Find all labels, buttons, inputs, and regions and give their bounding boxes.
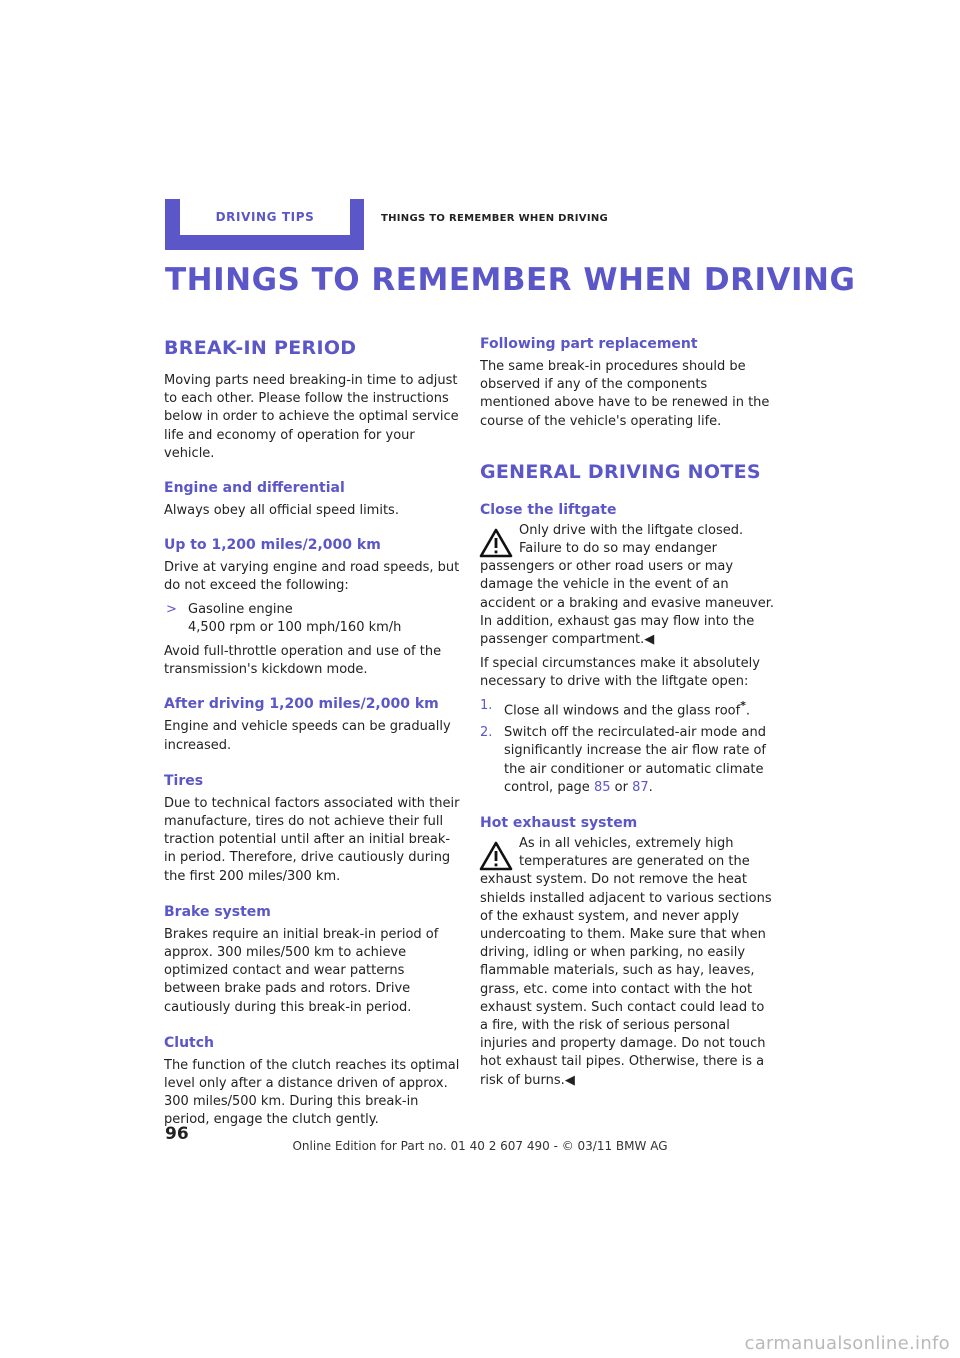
after-heading: After driving 1,200 miles/2,000 km [164, 696, 439, 713]
bullet-line-2: 4,500 rpm or 100 mph/160 km/h [188, 619, 402, 635]
step-number: 1. [480, 697, 493, 713]
optional-equipment-star: * [740, 698, 746, 712]
end-marker: ◀ [564, 1072, 575, 1088]
upto-heading: Up to 1,200 miles/2,000 km [164, 537, 381, 554]
upto-text-2: Avoid full-throttle operation and use of the transmission's kickdown mode. [164, 644, 442, 678]
page-number: 96 [165, 1124, 189, 1144]
special-text: If special circumstances make it absolutely necessary to drive with the liftgate open: [480, 656, 760, 690]
breakin-intro: Moving parts need breaking-in time to adjust to each other. Please follow the instructions below in order to achieve the optimal service life and economy of operation for your vehicle. [164, 373, 459, 461]
upto-text: Drive at varying engine and road speeds, but do not exceed the following: [164, 560, 460, 594]
step-1-text: Close all windows and the glass roof [504, 702, 741, 718]
page-title: THINGS TO REMEMBER WHEN DRIVING [165, 262, 856, 298]
warning-triangle-icon [479, 528, 513, 558]
liftgate-warning-text: Only drive with the liftgate closed. Failure to do so may endanger passengers or other road users or may damage the vehicle in the event of an accident or a braking and evasive maneuver. In addition, exhaust gas may flow into the passenger compartment. [480, 522, 774, 648]
list-item [166, 601, 460, 637]
liftgate-warning [480, 522, 776, 649]
liftgate-heading: Close the liftgate [480, 501, 617, 518]
hot-warning-text: As in all vehicles, extremely high temperatures are generated on the exhaust system. Do not remove the heat shields installed adjacent to various sections of the exhaust system, and never apply undercoating to them. Make sure that when driving, idling or when parking, no easily flammable materials, such as hay, leaves, grass, etc. come into contact with the hot exhaust system. Such contact could lead to a fire, with the risk of serious personal injuries and property damage. Do not touch hot exhaust tail pipes. Otherwise, there is a risk of burns. [480, 835, 772, 1088]
step-2-or: or [614, 779, 628, 795]
brake-heading: Brake system [164, 903, 271, 920]
engine-heading: Engine and differential [164, 480, 345, 497]
end-marker: ◀ [644, 632, 655, 648]
liftgate-steps [480, 697, 776, 797]
following-heading: Following part replacement [480, 336, 698, 352]
list-item: 1. Close all windows and the glass roof*. [480, 697, 776, 721]
breadcrumb: THINGS TO REMEMBER WHEN DRIVING [381, 213, 609, 224]
engine-text: Always obey all official speed limits. [164, 503, 399, 519]
watermark: carmanualsonline.info [744, 1333, 950, 1354]
after-text: Engine and vehicle speeds can be gradually increased. [164, 719, 451, 753]
following-text: The same break-in procedures should be observed if any of the components mentioned above have to be renewed in the course of the vehicle's operating life. [480, 359, 770, 429]
brake-text: Brakes require an initial break-in period of approx. 300 miles/500 km to achieve optimized contact and wear patterns between brake pads and rotors. Drive cautiously during this break-in period. [164, 926, 439, 1015]
tires-heading: Tires [164, 772, 204, 789]
clutch-heading: Clutch [164, 1034, 214, 1051]
clutch-text: The function of the clutch reaches its optimal level only after a distance driven of approx. 300 miles/500 km. During this break-in period, engage the clutch gently. [164, 1057, 460, 1128]
left-column [164, 335, 460, 1130]
section-tab [165, 199, 364, 250]
warning-triangle-icon [479, 841, 513, 871]
right-column [480, 335, 776, 1090]
step-2-text: Switch off the recirculated-air mode and significantly increase the air flow rate of the air conditioner or automatic climate control, page [504, 725, 767, 795]
hot-heading: Hot exhaust system [480, 814, 638, 831]
page-link-87[interactable]: 87 [632, 779, 649, 795]
section-tab-label: DRIVING TIPS [180, 199, 350, 235]
tires-text: Due to technical factors associated with their manufacture, tires do not achieve their full traction potential until after an initial break-in period. Therefore, drive cautiously during the first 200 miles/300 km. [164, 795, 460, 884]
hot-warning [480, 835, 776, 1090]
list-item: 2. Switch off the recirculated-air mode and significantly increase the air flow rate of the air conditioner or automatic climate control, page 85 or 87. [480, 724, 776, 797]
footer: Online Edition for Part no. 01 40 2 607 490 - © 03/11 BMW AG [292, 1139, 668, 1153]
breakin-heading: BREAK-IN PERIOD [164, 337, 357, 359]
bullet-line-1: Gasoline engine [188, 601, 293, 617]
general-heading: GENERAL DRIVING NOTES [480, 460, 761, 483]
page-link-85[interactable]: 85 [593, 779, 611, 795]
step-number: 2. [480, 725, 493, 741]
bullet-marker: > [166, 601, 177, 617]
